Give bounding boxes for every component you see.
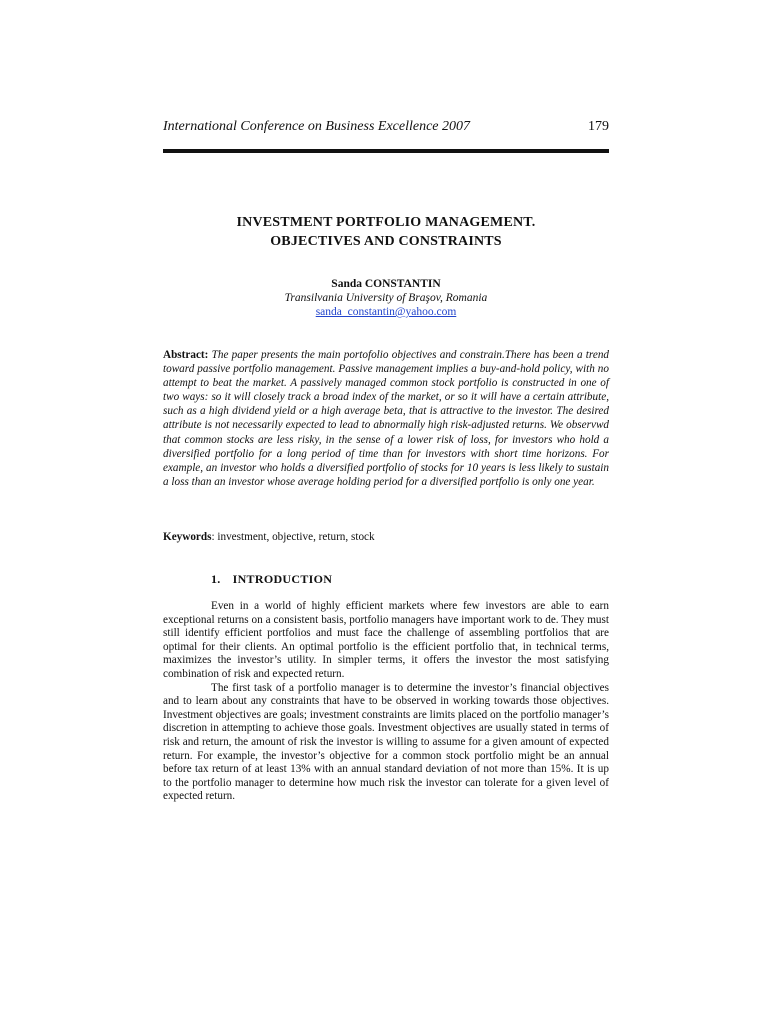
author-email-link[interactable]: sanda_constantin@yahoo.com — [315, 306, 457, 318]
author-name: Sanda CONSTANTIN — [331, 278, 441, 290]
author-block — [163, 277, 609, 319]
header-rule — [163, 149, 609, 153]
paper-title — [163, 213, 609, 251]
title-line-2: OBJECTIVES AND CONSTRAINTS — [270, 234, 502, 249]
section-heading — [211, 572, 332, 587]
body-text — [163, 600, 609, 804]
section-title: INTRODUCTION — [232, 572, 333, 586]
conference-name: International Conference on Business Excellence 2007 — [163, 119, 471, 134]
body-paragraph: The first task of a portfolio manager is to determine the investor’s financial objectives and to learn about any constraints that have to be observed in working towards those objectives. Investment objectives are goals; investment constraints are limits placed on the portfolio manager’s discretion in attempting to achieve those goals. Investment objectives are usually stated in terms of risk and return, the amount of risk the investor is willing to assume for a given amount of expected return. For example, the investor’s objective for a common stock portfolio might be an annual before tax return of at least 13% with an annual standard deviation of not more than 15%. It is up to the portfolio manager to determine how much risk the investor can tolerate for a given level of expected return. — [163, 681, 609, 803]
section-number: 1. — [211, 572, 221, 586]
keywords-label: Keywords — [163, 531, 212, 543]
abstract-label: Abstract: — [163, 349, 209, 361]
title-line-1: INVESTMENT PORTFOLIO MANAGEMENT. — [236, 215, 536, 230]
abstract — [163, 348, 609, 489]
author-affiliation: Transilvania University of Braşov, Romania — [284, 292, 488, 304]
keywords-text: : investment, objective, return, stock — [211, 531, 375, 543]
body-paragraph: Even in a world of highly efficient markets where few investors are able to earn exceptional returns on a consistent basis, portfolio managers have important work to de. They must still identify efficient portfolios and must face the challenge of assembling portfolios that are optimal for their clients. An optimal portfolio is the efficient portfolio that, in technical terms, maximizes the investor’s utility. In simpler terms, it offers the investor the most satisfying combination of risk and expected return. — [163, 600, 609, 680]
keywords — [163, 530, 609, 544]
running-header — [163, 119, 609, 135]
page-number: 179 — [588, 119, 609, 134]
abstract-text: The paper presents the main portofolio objectives and constrain.There has been a trend toward passive portfolio management. Passive management implies a buy-and-hold policy, with no attempt to beat the market. A passively managed common stock portfolio is constructed in one of two ways: so it will closely track a broad index of the market, or so it will have a certain attribute, such as a high dividend yield or a high average beta, that is attractive to the investor. The desired attribute is not necessarily expected to lead to abnormally high risk-adjusted returns. We observwd that common stocks are less risky, in the sense of a lower risk of loss, for investors who hold a diversified portfolio for a long period of time than for investors with short time horizons. For example, an investor who holds a diversified portfolio of stocks for 10 years is less likely to sustain a loss than an investor whose average holding period for a diversified portfolio is only one year. — [163, 349, 610, 488]
